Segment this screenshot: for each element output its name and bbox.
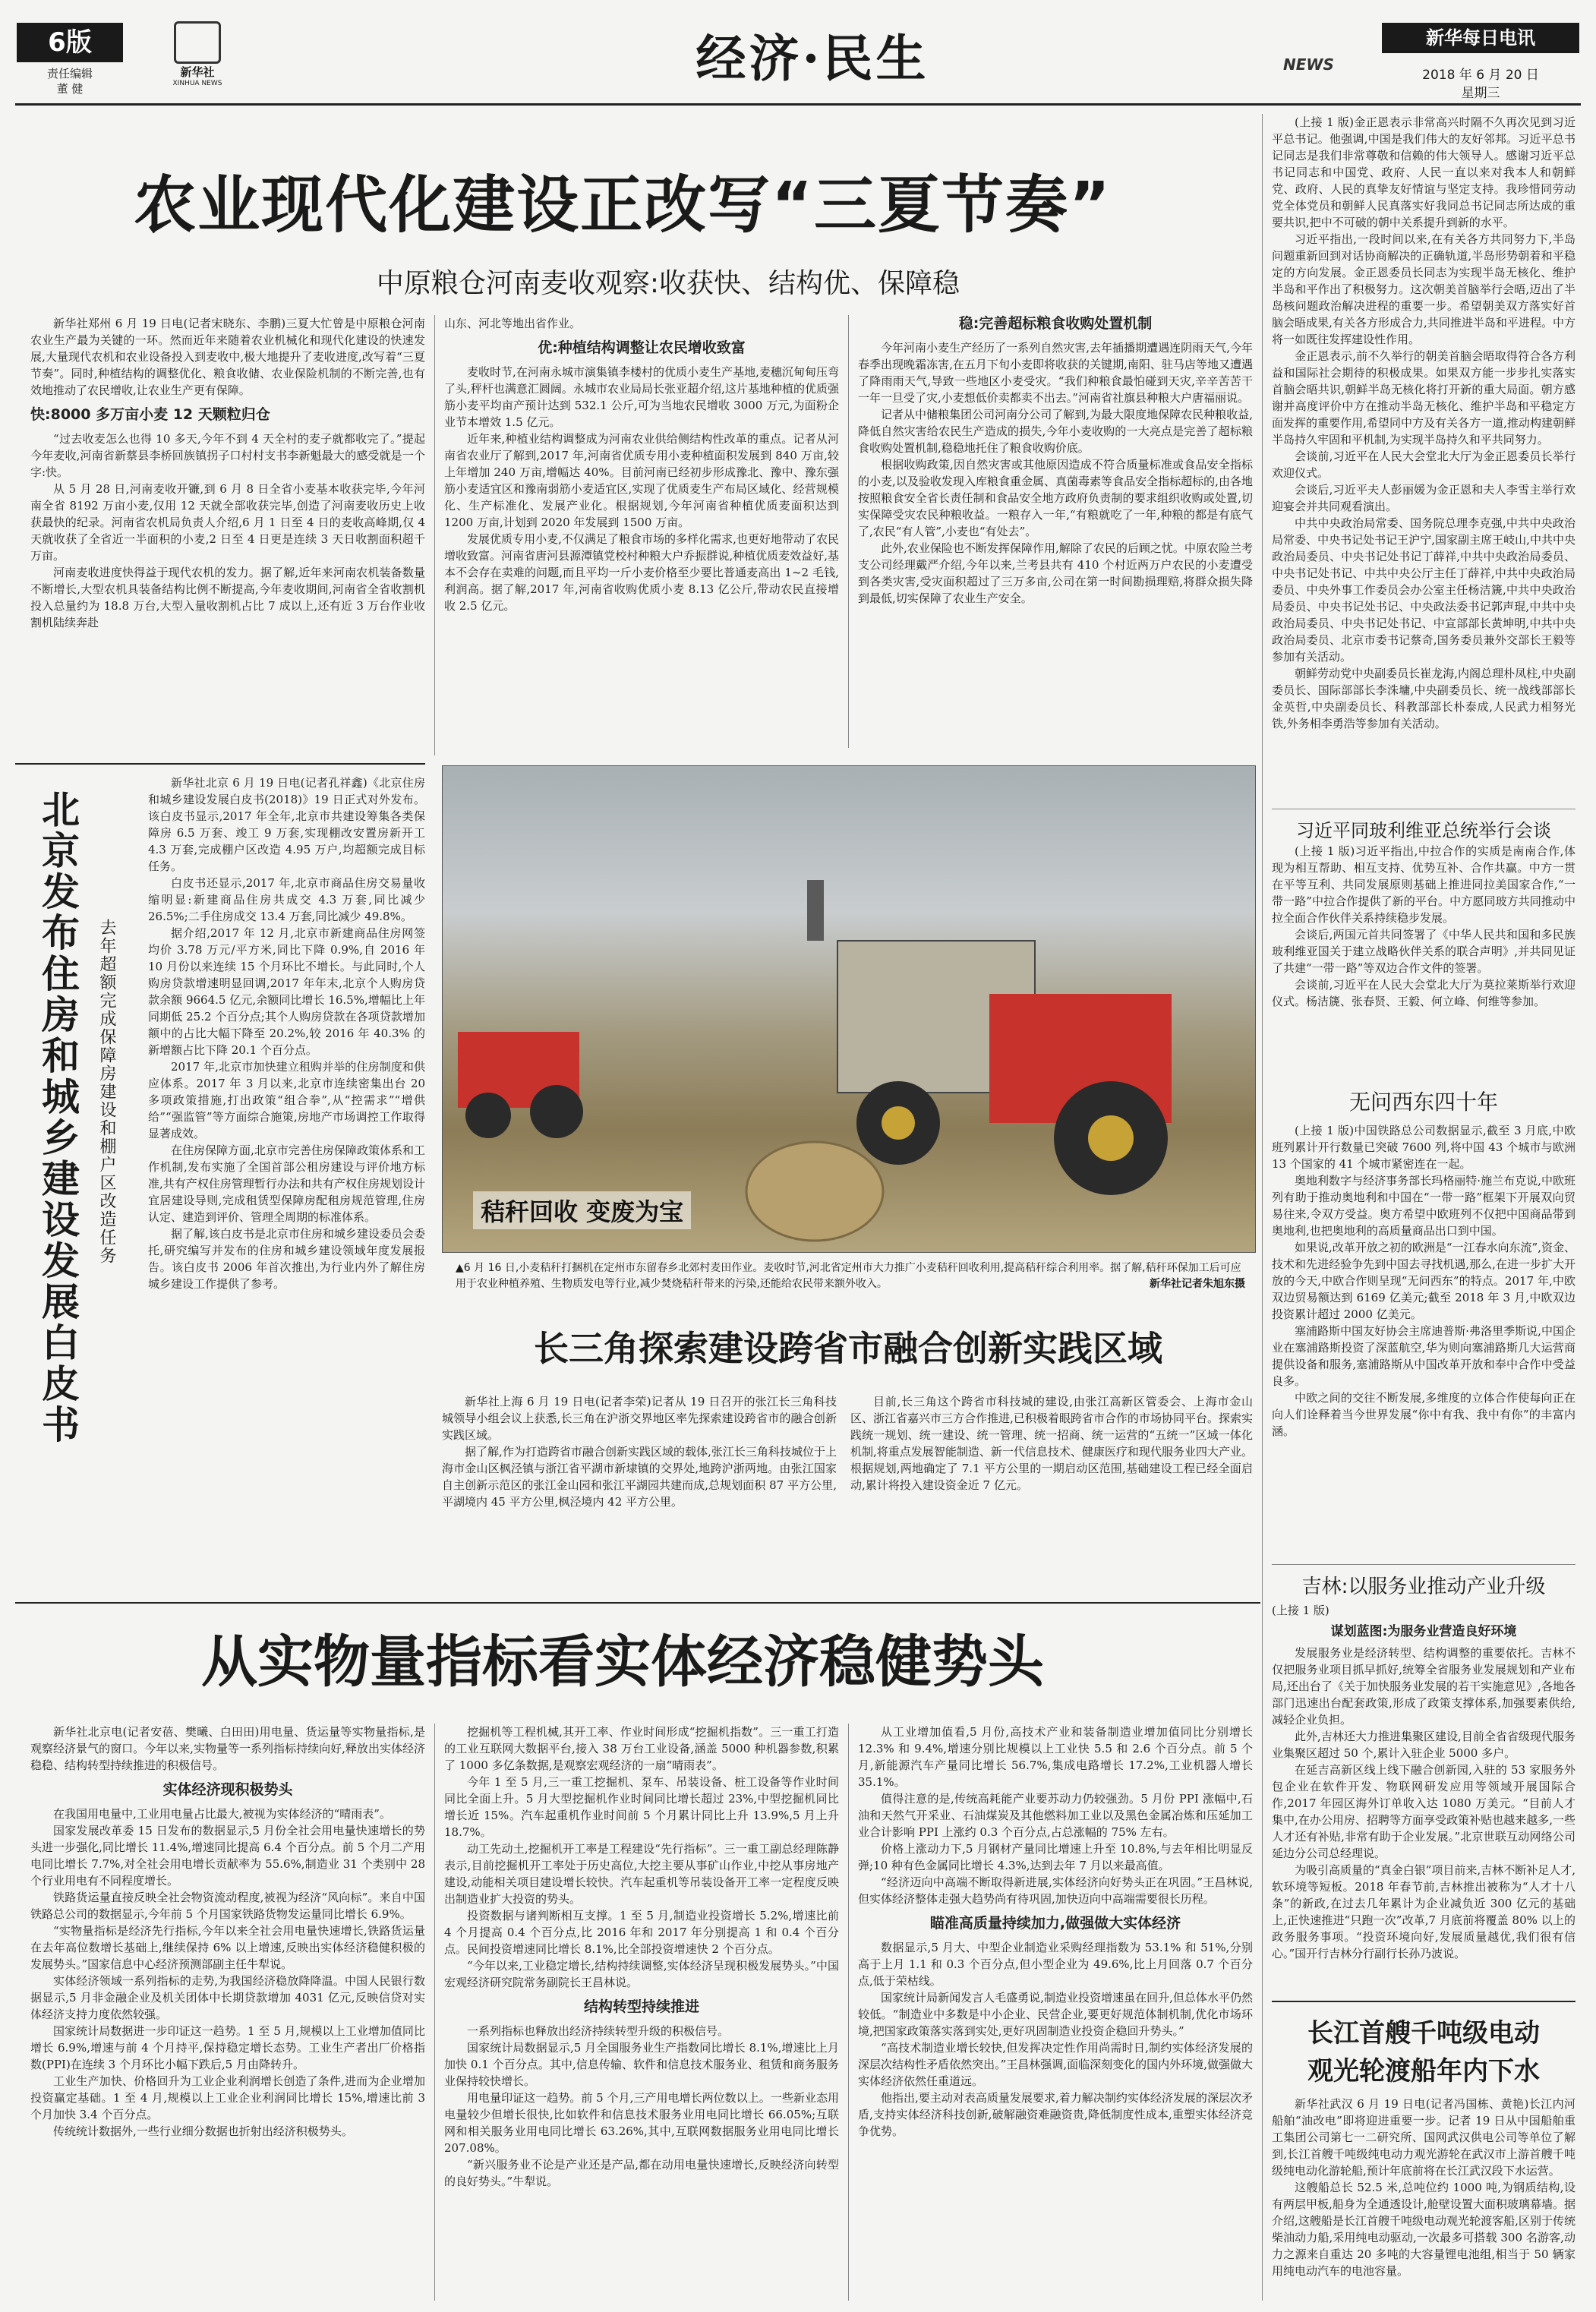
paragraph: (上接 1 版)金正恩表示非常高兴时隔不久再次见到习近平总书记。他强调,中国是我们伟大的友好邻邦。习近平总书记同志是我们非常尊敬和信赖的伟大领导人。感谢习近平总书记同志和中国党、政府、人民一直以来对我本人和朝鲜党、政府、人民的真挚友好情谊与坚定支持。我珍惜同劳动党全体党员和朝鲜人民真落实好我同总书记同志所达成的重要共识,把中不可破的朝中关系提升到新的水平。 — [1272, 115, 1575, 229]
paragraph: 在住房保障方面,北京市完善住房保障政策体系和工作机制,发布实施了全国首部公租房建设与评价地方标准,共有产权住房管理暂行办法和共有产权住房规划设计宜居建设导则,完成租赁型保障房配租房规范管理,住房认定、建造到评价、管理全周期的标准体系。 — [148, 1143, 425, 1224]
column-divider — [434, 315, 435, 755]
paragraph: 挖掘机等工程机械,其开工率、作业时间形成“挖掘机指数”。三一重工打造的工业互联网大数据平台,接入 38 万台工业设备,涵盖 5000 种机器参数,积累了 1000 多亿条数据,是观察宏观经济的一扇“晴雨表”。 — [444, 1725, 839, 1772]
paragraph: 铁路货运量直接反映全社会物资流动程度,被视为经济“风向标”。来自中国铁路总公司的数据显示,今年前 5 个月国家铁路货物发运量同比增长 6.9%。 — [30, 1891, 425, 1921]
paragraph: “今年以来,工业稳定增长,结构持续调整,实体经济呈现积极发展势头。”中国宏观经济研究院常务副院长王昌林说。 — [444, 1959, 839, 1989]
paragraph: 用电量印证这一趋势。前 5 个月,三产用电增长两位数以上。一些新业态用电量较少但增长很快,比如软件和信息技术服务业用电同比增长 66.05%;互联网和相关服务业用电同比增长 63.26%,其中,互联网数据服务业用电同比增长 207.08%。 — [444, 2091, 839, 2155]
column-divider — [848, 1724, 849, 2301]
paragraph: 今年河南小麦生产经历了一系列自然灾害,去年插播期遭遇连阴雨天气,今年春季出现晚霜冻害,在五月下旬小麦即将收获的关键期,南阳、驻马店等地又遭遇了降雨雨天气,导致一些地区小麦受灾。“我们种粮食最怕碰到天灾,辛辛苦苦干一年一旦受了灾,小麦想低价卖都卖不出去。”河南省社旗县种粮大户唐福丽说。 — [858, 341, 1253, 405]
paragraph: 工业生产加快、价格回升为工业企业利润增长创造了条件,进而为企业增加投资赢定基础。1 至 4 月,规模以上工业企业利润同比增长 15%,增速比前 3 个月加快 3.4 个百分点。 — [30, 2074, 425, 2121]
paragraph: 朝鲜劳动党中央副委员长崔龙海,内阁总理朴凤柱,中央副委员长、国际部部长李洙墉,中央副委员长、统一战线部部长金英哲,中央副委员长、科教部部长朴泰成,人民武力相努光铁,外务相李勇浩等参加有关活动。 — [1272, 667, 1575, 730]
jilin-body — [1272, 1602, 1575, 1989]
paragraph: 根据收购政策,因自然灾害或其他原因造成不符合质量标准或食品安全指标的小麦,以及验收发现入库粮食重金属、真菌毒素等食品安全指标超标的,由各地按照粮食安全省长责任制和食品安全地方政府负责制的要求组织收购或处置,切实保障受灾农民种粮收益。一粮存入一年,“有粮就吃了一年,种粮的都是有底气了,农民“有人管”,小麦也“有处去”。 — [858, 458, 1253, 538]
paragraph: “实物量指标是经济先行指标,今年以来全社会用电量快速增长,铁路货运量在去年高位数增长基础上,继续保持 6% 以上增速,反映出实体经济稳健积极的发展势头。”国家信息中心经济预测部副主任牛犁说。 — [30, 1924, 425, 1971]
paragraph: 国家发展改革委 15 日发布的数据显示,5 月份全社会用电量快速增长的势头进一步强化,同比增长 11.4%,增速同比提高 6.4 个百分点。前 5 个月二产用电同比增长 7.7%,对全社会用电增长贡献率为 55.6%,制造业 31 个类别中 28 个行业用电有不同程度增长。 — [30, 1824, 425, 1888]
paragraph: 从工业增加值看,5 月份,高技术产业和装备制造业增加值同比分别增长 12.3% 和 9.4%,增速分别比规模以上工业快 5.5 和 2.6 个百分点。前 5 个月,新能源汽车产量同比增长 56.7%,集成电路增长 17.2%,工业机器人增长 35.1%。 — [858, 1725, 1253, 1789]
column-divider — [848, 315, 849, 748]
paragraph: 麦收时节,在河南永城市演集镇李楼村的优质小麦生产基地,麦穗沉甸甸压弯了头,秤杆也满意汇圆阔。永城市农业局局长张亚超介绍,这片基地种植的优质强筋小麦平均亩产预计达到 532.1 公斤,可为当地农民增收 3000 万元,为面粉企业节本增效 1.5 亿元。 — [444, 365, 839, 429]
news-logo: NEWS — [1283, 55, 1334, 74]
paragraph: 近年来,种植业结构调整成为河南农业供给侧结构性改革的重点。记者从河南省农业厅了解到,2017 年,河南省优质专用小麦种植面积发展到 840 万亩,较上年增加 240 万亩,增幅达 40%。目前河南已经初步形成豫北、豫中、豫东强筋小麦适宜区和豫南弱筋小麦适宜区,实现了优质麦生产布局区域化、经营规模化、生产标准化、发展产业化。根据规划,今年河南省种植优质麦面积达到 1200 万亩,计划到 2020 年发展到 1500 万亩。 — [444, 432, 839, 529]
paragraph: “高技术制造业增长较快,但发挥决定性作用尚需时日,制约实体经济发展的深层次结构性矛盾依然突出。”王昌林强调,面临深刻变化的国内外环境,做强做大实体经济依然任重道远。 — [858, 2041, 1253, 2088]
yangtze-body — [1272, 2096, 1575, 2301]
paragraph: 价格上涨动力下,5 月钢材产量同比增速上升至 10.8%,与去年相比明显反弹;10 种有色金属同比增长 4.3%,达到去年 7 月以来最高值。 — [858, 1842, 1253, 1872]
paragraph: 习近平指出,一段时间以来,在有关各方共同努力下,半岛问题重新回到对话协商解决的正确轨道,半岛形势朝着和平稳定的方向发展。金正恩委员长同志为实现半岛无核化、维护半岛和平作出了积极努力。这次朝美首脑举行会晤,迈出了半岛核问题政治解决进程的重要一步。希望朝美双方落实好首脑会晤成果,有关各方形成合力,共同推进半岛和平进程。中方将一如既往发挥建设性作用。 — [1272, 232, 1575, 346]
photo-credit: 新华社记者朱旭东摄 — [1150, 1278, 1245, 1290]
paragraph: 传统统计数据外,一些行业细分数据也折射出经济积极势头。 — [53, 2124, 353, 2138]
xi-kim-continued — [1272, 114, 1575, 797]
paragraph: 动工先动土,挖掘机开工率是工程建设“先行指标”。三一重工副总经理陈静表示,目前挖掘机开工率处于历史高位,大挖主要从事矿山作业,中挖从事房地产建设,动能相关项目建设增长较快。汽车起重机等吊装设备开工率一定程度反映出制造业扩大投资的势头。 — [444, 1842, 839, 1906]
paragraph: 今年 1 至 5 月,三一重工挖掘机、泵车、吊装设备、桩工设备等作业时间同比全面上升。5 月大型挖掘机作业时间同比增长超过 23%,中型挖掘机同比增长近 15%。汽车起重机作业时间前 5 个月累计同比上升 13.9%,5 月上升 18.7%。 — [444, 1775, 839, 1839]
lead-col-1 — [30, 315, 425, 786]
paragraph: 此外,农业保险也不断发挥保障作用,解除了农民的后顾之忧。中原农险兰考支公司经理戴严介绍,今年以来,兰考县共有 410 个村近两万户农民的小麦遭受到各类灾害,受灾面积超过了三万多亩,公司在第一时间勘损理赔,将群众损失降到最低,切实保障了农业生产安全。 — [858, 541, 1253, 605]
masthead-rule — [15, 103, 1581, 106]
paragraph: 如果说,改革开放之初的欧洲是“一江春水向东流”,资金、技术和先进经验争先到中国去寻找机遇,那么,在进一步扩大开放的今天,中欧合作则呈现“无问西东”的特点。2017 年,中欧双边贸易额达到 6169 亿美元;截至 2018 年 3 月,中欧双边投资累计超过 2000 亿美元。 — [1272, 1241, 1575, 1321]
section-rule — [15, 763, 425, 765]
paragraph: 据了解,该白皮书是北京市住房和城乡建设委员会委托,研究编写并发布的住房和城乡建设领域年度发展报告。该白皮书 2006 年首次推出,为行业内外了解住房城乡建设工作提供了参考。 — [148, 1227, 425, 1291]
paragraph: 从 5 月 28 日,河南麦收开镰,到 6 月 8 日全省小麦基本收获完毕,今年河南全省 8192 万亩小麦,仅用 12 天就全部收获完毕,创造了河南麦收历史上收获最快的纪录。河南省农机局负责人介绍,6 月 1 日至 4 日的麦收高峰期,仅 4 天就收获了全省近一半面积的小麦,2 日至 4 日更是连续 3 天日收割面积超千万亩。 — [30, 482, 425, 563]
harvester-illustration — [443, 766, 1255, 1252]
editor-name: 董 健 — [56, 82, 84, 96]
section-subhead: 快:8000 多万亩小麦 12 天颗粒归仓 — [30, 406, 270, 423]
paragraph: 中共中央政治局常委、国务院总理李克强,中共中央政治局常委、中央书记处书记王沪宁,国家副主席王岐山,中共中央政治局委员、中央书记处书记丁薛祥,中共中央政治局委员、中央书记处书记、中共中央公厅主任丁薛祥,中共中央政治局委员、中央外事工作委员会办公室主任杨洁篪,中共中央政治局委员、中央书记处书记、中央政法委书记郭声琨,中共中央政治局委员、中央书记处书记、中宣部部长黄坤明,中共中央政治局委员、北京市委书记蔡奇,国务委员兼外交部长王毅等参加有关活动。 — [1272, 516, 1575, 664]
yangtze-headline-1: 长江首艘千吨级电动 — [1307, 2018, 1540, 2049]
masthead — [0, 0, 1596, 101]
paragraph: 投资数据与诸判断相互支撑。1 至 5 月,制造业投资增长 5.2%,增速比前 4 个月提高 0.4 个百分点,比 2016 年和 2017 年分别提高 1 和 0.4 个百分点。民间投资增速同比增长 8.1%,比全部投资增速快 2 个百分点。 — [444, 1909, 839, 1956]
paragraph: “经济迈向中高端不断取得新进展,实体经济向好势头正在巩固。”王昌林说,但实体经济整体走强大趋势尚有待巩固,加快迈向中高端需要很长历程。 — [858, 1875, 1253, 1906]
paragraph: 中欧之间的交往不断发展,多维度的立体合作使每向正在向人们诠释着当今世界发展“你中有我、我中有你”的丰富内涵。 — [1272, 1391, 1575, 1438]
paragraph: 金正恩表示,前不久举行的朝美首脑会晤取得符合各方利益和国际社会期待的积极成果。如果双方能一步步扎实落实首脑会晤共识,朝鲜半岛无核化将打开新的重大局面。朝方感谢并高度评价中方在推动半岛无核化、维护半岛和平稳定方面发挥的重要作用,希望同中方及有关各方一道,推动构建朝鲜半岛持久牢固和平机制,为实现半岛持久和平共同努力。 — [1272, 349, 1575, 446]
paragraph: 新华社郑州 6 月 19 日电(记者宋晓东、李鹏)三夏大忙曾是中原粮仓河南农业生产最为关键的一环。然而近年来随着农业机械化和现代化建设的快速发展,大量现代农机和农业设备投入到麦收中,极大地提升了麦收进度,改写着“三夏节奏”。同时,种植结构的调整优化、粮食收储、农业保险机制的不断完善,也有效地推动了农民增收,让农业生产更有保障。 — [30, 317, 425, 397]
paragraph: 在延吉高新区线上线下融合创新园,入驻的 53 家服务外包企业在软件开发、物联网研发应用等领域开展国际合作,2017 年园区海外订单收入达 1080 万美元。“目前人才集中,在办公用房、招聘等方面享受政策补贴也越来越多,一些人才还有补贴,非常有助于企业发展。”北京世联互动网络公司延边分公司总经理说。 — [1272, 1763, 1575, 1860]
column-divider — [1262, 1670, 1263, 2301]
paragraph: 会谈前,习近平在人民大会堂北大厅为金正恩委员长举行欢迎仪式。 — [1272, 449, 1575, 480]
section-subhead: 结构转型持续推进 — [583, 1998, 699, 2015]
paragraph: 国家统计局数据进一步印证这一趋势。1 至 5 月,规模以上工业增加值同比增长 6.9%,增速与前 4 个月持平,保持稳定增长态势。工业生产者出厂价格指数(PPI)在连续 3 个月环比小幅下跌后,5 月由降转升。 — [30, 2024, 425, 2071]
yrd-headline: 长三角探索建设跨省市融合创新实践区域 — [534, 1328, 1162, 1369]
lead-subheadline: 中原粮仓河南麦收观察:收获快、结构优、保障稳 — [376, 268, 960, 299]
paragraph: 发展服务业是经济转型、结构调整的重要依托。吉林不仅把服务业项目抓早抓好,统筹全省服务业发展规划和产业布局,还出台了《关于加快服务业发展的若干实施意见》,各地各部门迅速出台配套政策,形成了政策支撑体系,加强要素供给,减轻企业负担。 — [1272, 1646, 1575, 1727]
paragraph: 一系列指标也释放出经济持续转型升级的积极信号。 — [467, 2024, 730, 2038]
economy-col-3 — [858, 1724, 1253, 2301]
paragraph: 会谈后,习近平夫人彭丽媛为金正恩和夫人李雪主举行欢迎宴会并共同观看演出。 — [1272, 483, 1575, 513]
yrd-col-2 — [850, 1393, 1253, 1591]
xinhua-logo-en: XINHUA NEWS — [172, 80, 222, 87]
yrd-col-1 — [442, 1393, 837, 1591]
photo-caption-overlay: 秸秆回收 变废为宝 — [473, 1191, 691, 1229]
paragraph: 发展优质专用小麦,不仅满足了粮食市场的多样化需求,也更好地带动了农民增收致富。河南省唐河县源潭镇党校村种粮大户乔振群说,种植优质麦效益好,基本不会存在卖难的问题,而且平均一斤小麦价格至少要比普通麦高出 1~2 毛钱,利润高。据了解,2017 年,河南省收购优质小麦 8.13 亿公斤,带动农民直接增收 2.5 亿元。 — [444, 532, 839, 613]
paragraph: 新华社上海 6 月 19 日电(记者李荣)记者从 19 日召开的张江长三角科技城领导小组会议上获悉,长三角在沪浙交界地区率先探索建设跨省市的融合创新实践区域。 — [442, 1395, 837, 1442]
xinhua-logo-icon — [174, 21, 221, 64]
paragraph: 这艘船总长 52.5 米,总吨位约 1000 吨,为钢质结构,设有两层甲板,船身为全通透设计,舱壁设置大面积玻璃幕墙。据介绍,这艘船是长江首艘千吨级电动观光轮渡客船,区别于传统柴油动力船,采用纯电动驱动,一次最多可搭载 300 名游客,动力之源来自重达 20 多吨的大容量锂电池组,相当于 50 辆家用纯电动汽车的电池容量。 — [1272, 2181, 1575, 2278]
paragraph: 会谈前,习近平在人民大会堂北大厅为莫拉莱斯举行欢迎仪式。杨洁篪、张春贤、王毅、何立峰、何维等参加。 — [1272, 978, 1575, 1008]
section-subhead: 实体经济现积极势头 — [162, 1781, 293, 1798]
section-subhead: 谋划蓝图:为服务业营造良好环境 — [1330, 1624, 1517, 1639]
beijing-headline: 北京发布住房和城乡建设发展白皮书 — [36, 790, 80, 1446]
column-divider — [434, 1724, 435, 2301]
economy-col-2 — [444, 1724, 839, 2301]
yangtze-headline-2: 观光轮渡船年内下水 — [1307, 2056, 1540, 2086]
section-subhead: 优:种植结构调整让农民增收致富 — [538, 339, 746, 356]
paragraph: 奥地利数字与经济事务部长玛格丽特·施兰布克说,中欧班列有助于推动奥地利和中国在“一带一路”框架下开展双向贸易往来,令双方受益。奥方希望中欧班列不仅把中国商品带到奥地利,也把奥地利的高质量商品出口到中国。 — [1272, 1174, 1575, 1238]
xinhua-logo-text: 新华社 — [180, 65, 215, 79]
paragraph: 会谈后,两国元首共同签署了《中华人民共和国和多民族玻利维亚国关于建立战略伙伴关系的联合声明》,并共同见证了共建“一带一路”等双边合作文件的签署。 — [1272, 928, 1575, 975]
paragraph: 塞浦路斯中国友好协会主席迪普斯·弗洛里季斯说,中国企业在塞浦路斯投资了深蓝航空,华为则向塞浦路斯几大运营商提供设备和服务,塞浦路斯从中国改革开放和奉中合作中受益良多。 — [1272, 1324, 1575, 1388]
paragraph: 山东、河北等地出省作业。 — [444, 317, 582, 330]
paragraph: (上接 1 版) — [1272, 1604, 1329, 1617]
beijing-subheadline: 去年超额完成保障房建设和棚户区改造任务 — [97, 919, 116, 1265]
beijing-body — [148, 774, 425, 1594]
paragraph: 2017 年,北京市加快建立租购并举的住房制度和供应体系。2017 年 3 月以来,北京市连续密集出台 20 多项政策措施,打出政策“组合拳”,从“控需求”“增供给”“强监管”等方面综合施策,房地产市场调控工作取得显著成效。 — [148, 1060, 425, 1140]
news-photo — [442, 765, 1256, 1253]
paragraph: 在我国用电量中,工业用电量占比最大,被视为实体经济的“晴雨表”。 — [53, 1807, 391, 1821]
section-subhead: 瞄准高质量持续加力,做强做大实体经济 — [929, 1915, 1181, 1932]
paragraph: 国家统计局新闻发言人毛盛勇说,制造业投资增速虽在回升,但总体水平仍然较低。“制造业中多数是中小企业、民营企业,要更好规范体制机制,优化市场环境,把国家政策落实落到实处,更好巩固制造业投资企稳回升势头。” — [858, 1991, 1253, 2038]
jilin-headline: 吉林:以服务业推动产业升级 — [1272, 1564, 1575, 1599]
paragraph: 河南麦收进度快得益于现代农机的发力。据了解,近年来河南农机装备数量不断增长,大型农机具装备结构比例不断提高,今年麦收期间,河南省全省收割机投入总量约为 18.8 万台,大型入量收割机占比 7 成以上,还有近 3 万台作业收割机陆续奔赴 — [30, 566, 425, 629]
lead-headline: 农业现代化建设正改写“三夏节奏” — [134, 169, 1112, 241]
lead-col-3 — [858, 315, 1253, 748]
paragraph: 据介绍,2017 年 12 月,北京市新建商品住房网签均价 3.78 万元/平方米,同比下降 0.9%,自 2016 年 10 月份以来连续 15 个月环比不增长。与此同时,个人购房贷款增速明显回调,2017 年年末,北京个人购房贷款余额 9664.5 亿元,余额同比增长 16.5%,增幅比上年同期低 25.2 个百分点;其个人购房贷款在各项贷款增加额中的占比大幅下降至 20.2%,较 2016 年 40.3% 的新增额占比下降 20.1 个百分点。 — [148, 926, 425, 1057]
issue-weekday: 星期三 — [1461, 86, 1500, 101]
east-west-body — [1272, 1122, 1575, 1555]
section-rule — [1272, 2001, 1575, 2002]
xi-bolivia-body — [1272, 843, 1575, 1078]
editor-label: 责任编辑 — [46, 67, 93, 80]
paragraph: 实体经济领域一系列指标的走势,为我国经济稳放降降温。中国人民银行数据显示,5 月非金融企业及机关团体中长期贷款增加 4031 亿元,反映信贷对实体经济支持力度依然较强。 — [30, 1974, 425, 2021]
paragraph: 记者从中储粮集团公司河南分公司了解到,为最大限度地保障农民种粮收益,降低自然灾害给农民生产造成的损失,今年小麦收购的一大亮点是完善了超标粮食收购处置机制,稳稳地托住了粮食收购价底。 — [858, 408, 1253, 455]
section-title: 经济·民生 — [695, 29, 929, 88]
lead-col-2 — [444, 315, 839, 748]
section-subhead: 稳:完善超标粮食收购处置机制 — [958, 315, 1153, 332]
paragraph: 新华社北京电(记者安蓓、樊曦、白田田)用电量、货运量等实物量指标,是观察经济景气的窗口。今年以来,实物量等一系列指标持续向好,释放出实体经济稳稳、结构转型持续推进的积极信号。 — [30, 1725, 425, 1772]
paragraph: 值得注意的是,传统高耗能产业要苏动力仍较强劲。5 月份 PPI 涨幅中,石油和天然气开采业、石油煤炭及其他燃料加工业以及黑色金属冶炼和压延加工业合计影响 PPI 上涨约 0.3 个百分点,占总涨幅的 75% 左右。 — [858, 1792, 1253, 1839]
xi-bolivia-headline: 习近平同玻利维亚总统举行会谈 — [1272, 809, 1575, 842]
xinhua-logo — [156, 21, 239, 87]
paragraph: 据了解,作为打造跨省市融合创新实践区域的载体,张江长三角科技城位于上海市金山区枫泾镇与浙江省平湖市新埭镇的交界处,地跨沪浙两地。由张江国家自主创新示范区的张江金山园和张江平湖园共建而成,总规划面积 87 平方公里,平湖境内 45 平方公里,枫泾境内 42 平方公里。 — [442, 1445, 837, 1509]
paragraph: “过去收麦怎么也得 10 多天,今年不到 4 天全村的麦子就都收完了。”提起今年麦收,河南省新蔡县李桥回族镇拐子口村村支书李新魁最大的感受就是一个字:快。 — [30, 432, 425, 479]
paragraph: 数据显示,5 月大、中型企业制造业采购经理指数为 53.1% 和 51%,分别高于上月 1.1 和 0.3 个百分点,但小型企业为 49.6%,比上月回落 0.7 个百分点,低于荣枯线。 — [858, 1941, 1253, 1988]
paragraph: (上接 1 版)习近平指出,中拉合作的实质是南南合作,体现为相互帮助、相互支持、优势互补、合作共赢。中方一贯在平等互利、共同发展原则基础上推进同拉美国家合作,“一带一路”中拉合作提供了新的平台。中方愿同玻方共同推动中拉全面合作伙伴关系持续稳步发展。 — [1272, 844, 1575, 925]
caption-text: ▲6 月 16 日,小麦秸秆打捆机在定州市东留春乡北郊村麦田作业。麦收时节,河北省定州市大力推广小麦秸秆回收利用,提高秸秆综合利用率。据了解,秸秆环保加工后可应用于农业种植养殖、生物质发电等行业,减少焚烧秸秆带来的污染,还能给农民带来额外收入。 — [456, 1262, 1241, 1290]
economy-headline: 从实物量指标看实体经济稳健势头 — [201, 1629, 1044, 1695]
paragraph: 国家统计局数据显示,5 月全国服务业生产指数同比增长 8.1%,增速比上月加快 0.1 个百分点。其中,信息传输、软件和信息技术服务业、租赁和商务服务业保持较快增长。 — [444, 2041, 839, 2088]
east-west-headline: 无问西东四十年 — [1348, 1090, 1498, 1115]
section-rule — [15, 1602, 1260, 1604]
page-number-box: 6版 — [17, 23, 123, 62]
paragraph: 此外,吉林还大力推进集聚区建设,目前全省省级现代服务业集聚区超过 50 个,累计入驻企业 5000 多户。 — [1272, 1730, 1575, 1760]
economy-col-1 — [30, 1724, 425, 2301]
paragraph: 目前,长三角这个跨省市科技城的建设,由张江高新区管委会、上海市金山区、浙江省嘉兴市三方合作推进,已积极着眼跨省市合作的市场协同平台。探索实践统一规划、统一建设、统一管理、统一招商、统一运营的“五统一”区域一体化机制,将重点发展智能制造、新一代信息技术、健康医疗和现代服务业四大产业。根据规划,两地确定了 7.1 平方公里的一期启动区范围,基础建设工程已经全面启动,累计将投入建设资金近 7 亿元。 — [850, 1395, 1253, 1492]
paper-name-box: 新华每日电讯 — [1382, 23, 1579, 53]
paragraph: “新兴服务业不论是产业还是产品,都在动用电量快速增长,反映经济向转型的良好势头。”牛犁说。 — [444, 2158, 839, 2188]
column-divider — [1262, 114, 1263, 1670]
photo-caption — [456, 1260, 1245, 1292]
paragraph: 新华社北京 6 月 19 日电(记者孔祥鑫)《北京住房和城乡建设发展白皮书(2018)》19 日正式对外发布。该白皮书显示,2017 年全年,北京市共建设筹集各类保障房 6.5 万套、竣工 9 万套,实现棚改安置房新开工 4.3 万套,完成棚户区改造 4.95 万户,均超额完成目标任务。 — [148, 776, 425, 873]
paragraph: 他指出,要主动对表高质量发展要求,着力解决制约实体经济发展的深层次矛盾,支持实体经济科技创新,破解融资难融资贵,降低制度性成本,重塑实体经济竞争优势。 — [858, 2091, 1253, 2138]
paragraph: 为吸引高质量的“真金白银”项目前来,吉林不断补足人才,软环境等短板。2018 年春节前,吉林推出被称为“人才十八条”的新政,在过去几年累计为企业减负近 300 亿元的基础上,正快速推进“只跑一次”改革,7 月底前将覆盖 80% 以上的政务服务事项。“投资环境向好,发展质量越优,我们很有信心。”国开行吉林分行副行长孙乃波说。 — [1272, 1863, 1575, 1960]
issue-date: 2018 年 6 月 20 日 — [1422, 68, 1539, 83]
paragraph: 新华社武汉 6 月 19 日电(记者冯国栋、黄艳)长江内河船舶“油改电”即将迎进重要一步。记者 19 日从中国船舶重工集团公司第七一二研究所、国网武汉供电公司等单位了解到,长江首艘千吨级纯电动力观光游轮在武汉市上游首艘千吨级纯电动化游轮船,预计年底前将在长江武汉段下水运营。 — [1272, 2097, 1575, 2178]
paragraph: (上接 1 版)中国铁路总公司数据显示,截至 3 月底,中欧班列累计开行数量已突破 7600 列,将中国 43 个城市与欧洲 13 个国家的 41 个城市紧密连在一起。 — [1272, 1124, 1575, 1171]
paragraph: 白皮书还显示,2017 年,北京市商品住房交易量收缩明显:新建商品住房共成交 4.3 万套,同比减少 26.5%;二手住房成交 13.4 万套,同比减少 49.8%。 — [148, 876, 425, 923]
